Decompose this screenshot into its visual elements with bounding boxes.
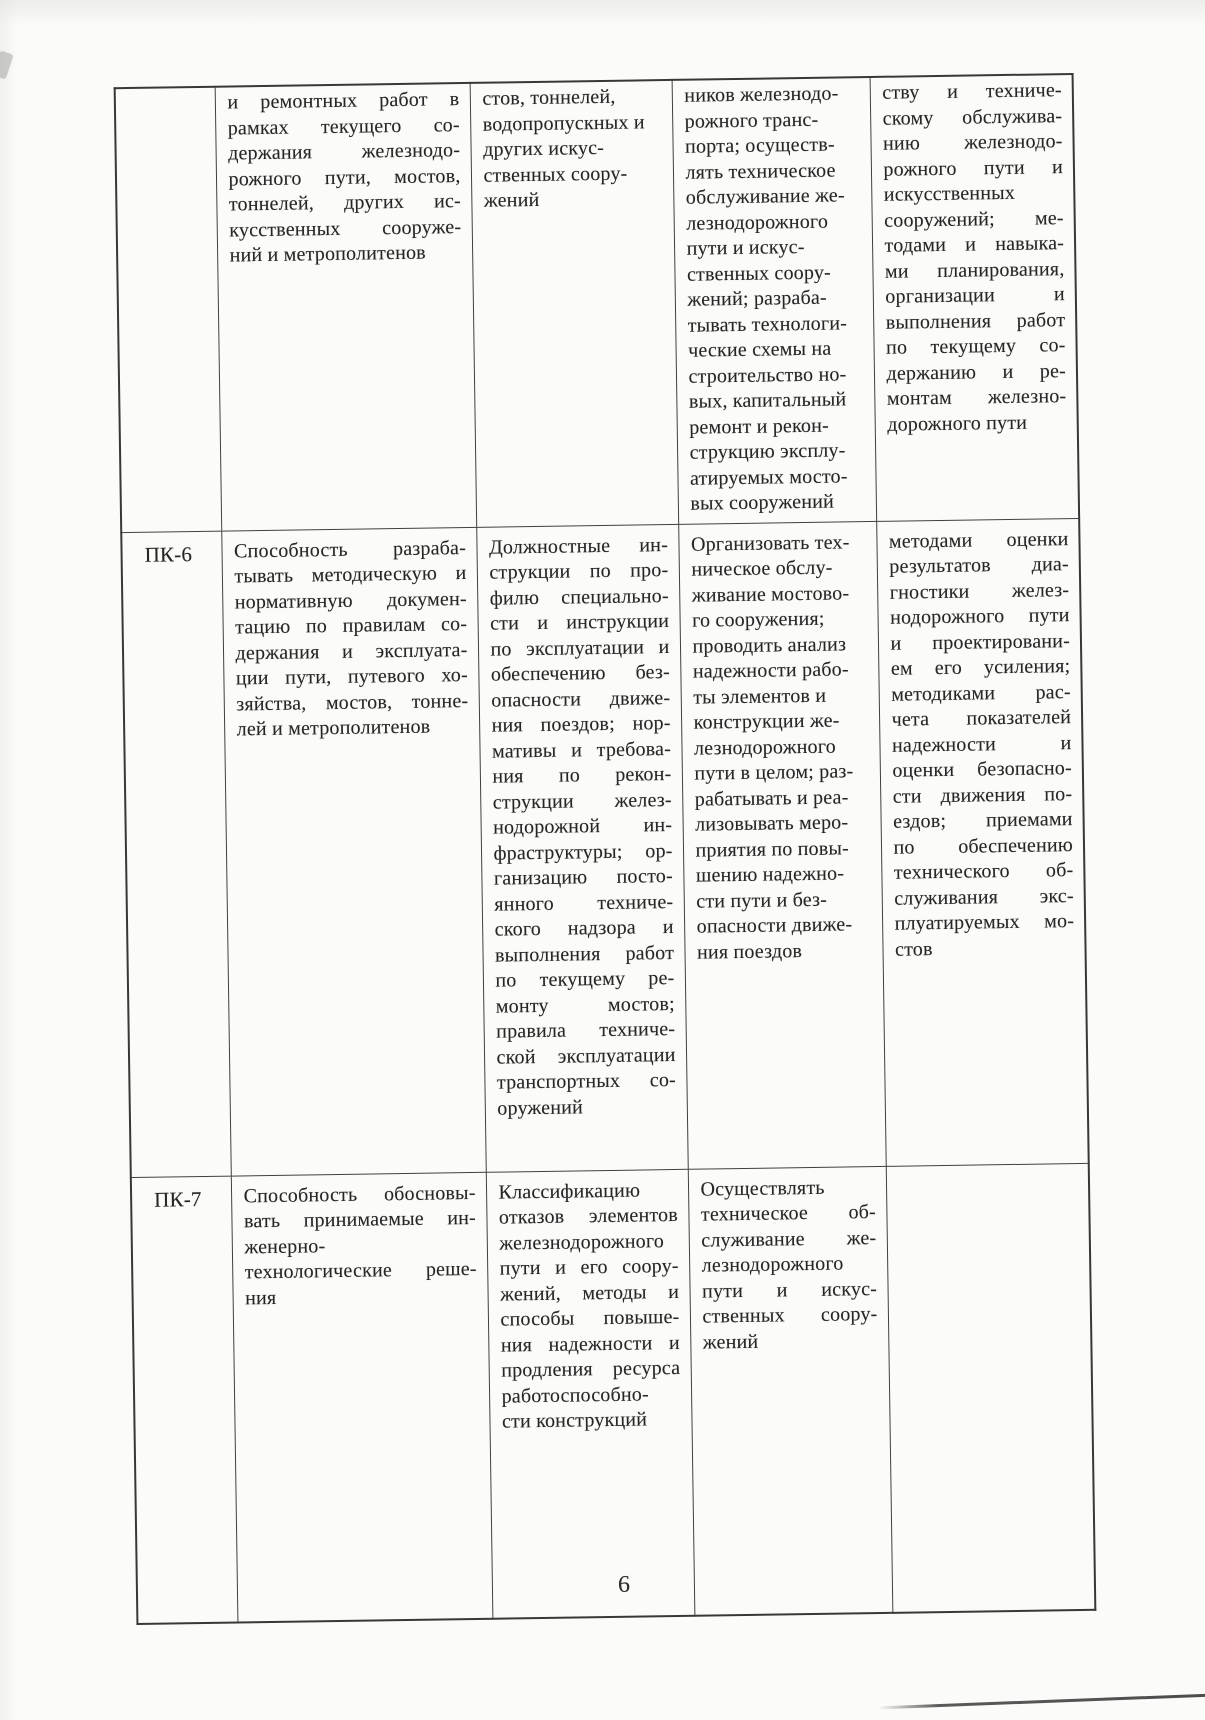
table-cell-know: Классификацию отказов элементов железнодорожного пути и его соору- жений, методы и способы повыше- ния надежности и продления ресурса работоспособно- сти конструкций bbox=[486, 1169, 695, 1619]
table-cell-know: стов, тоннелей, водопропускных и других искус- ственных соору- жений bbox=[470, 80, 679, 527]
table-cell-able: Организовать тех- ническое обслу- живание мостово- го сооружения; проводить анализ надежности рабо- ты элементов и конструкции же- лезнодорожного пути в целом; раз- рабатывать и реа- лизовывать меро- приятия по повы- шению надежно- сти пути и без- опасности движе- ния поездов bbox=[678, 521, 886, 1169]
table-row-pk7 bbox=[131, 1163, 1096, 1624]
table-row-continuation bbox=[115, 74, 1079, 532]
table-cell-master: ству и техниче- скому обслужива- нию железнодо- рожного пути и искусственных сооружений; ме- тодами и навыка- ми планирования, организации и выполнения работ по текущему со- держанию и ре- монтам железно- дорожного пути bbox=[870, 74, 1080, 521]
table-cell-competency: и ремонтных работ в рамках текущего со- держания железнодо- рожного пути, мостов, тоннелей, других ис- кусственных сооруже- ний и метрополитенов bbox=[215, 83, 477, 531]
table-row-pk6 bbox=[121, 518, 1088, 1177]
competency-code-cell bbox=[115, 87, 222, 532]
table-cell-master bbox=[886, 1163, 1096, 1613]
table-cell-competency: Способность разраба- тывать методическую и нормативную докумен- тацию по правилам со- держания и эксплуата- ции пути, путевого хо- зяйства, мостов, тонне- лей и метрополитенов bbox=[221, 527, 486, 1176]
scan-artifact-line bbox=[878, 1694, 1205, 1709]
scan-smudge-artifact bbox=[0, 50, 14, 79]
page-number: 6 bbox=[618, 1572, 630, 1598]
table-cell-master: методами оценки результатов диа- гностики желез- нодорожного пути и проектировани- ем его усиления; методиками рас- чета показателей надежности и оценки безопасно- сти движения по- ездов; приемами по обеспечению технического об- служивания экс- плуатируемых мо- стов bbox=[876, 518, 1089, 1166]
table-cell-competency: Способность обосновы- вать принимаемые ин- женерно- технологические реше- ния bbox=[231, 1172, 493, 1623]
table-cell-able: ников железнодо- рожного транс- порта; осуществ- лять техническое обслуживание же- лезнодорожного пути и искус- ственных соору- жений; разраба- тывать технологи- ческие схемы на строительство но- вых, капитальный ремонт и рекон- струкцию эксплу- атируемых мосто- вых сооружений bbox=[672, 77, 877, 524]
competency-code-cell: ПК-7 bbox=[131, 1176, 238, 1624]
competency-table bbox=[114, 73, 1097, 1625]
competency-code-cell: ПК-6 bbox=[121, 531, 231, 1177]
table-cell-able: Осуществлять техническое об- служивание же- лезнодорожного пути и искус- ственных соору- жений bbox=[688, 1166, 893, 1616]
table-cell-know: Должностные ин- струкции по про- филю специально- сти и инструкции по эксплуатации и обеспечению без- опасности движе- ния поездов; нор- мативы и требова- ния по рекон- струкции желез- нодорожной ин- фраструктуры; ор- ганизацию посто- янного техниче- ского надзора и выполнения работ по текущему ре- монту мостов; правила техниче- ской эксплуатации транспортных со- оружений bbox=[476, 524, 688, 1172]
